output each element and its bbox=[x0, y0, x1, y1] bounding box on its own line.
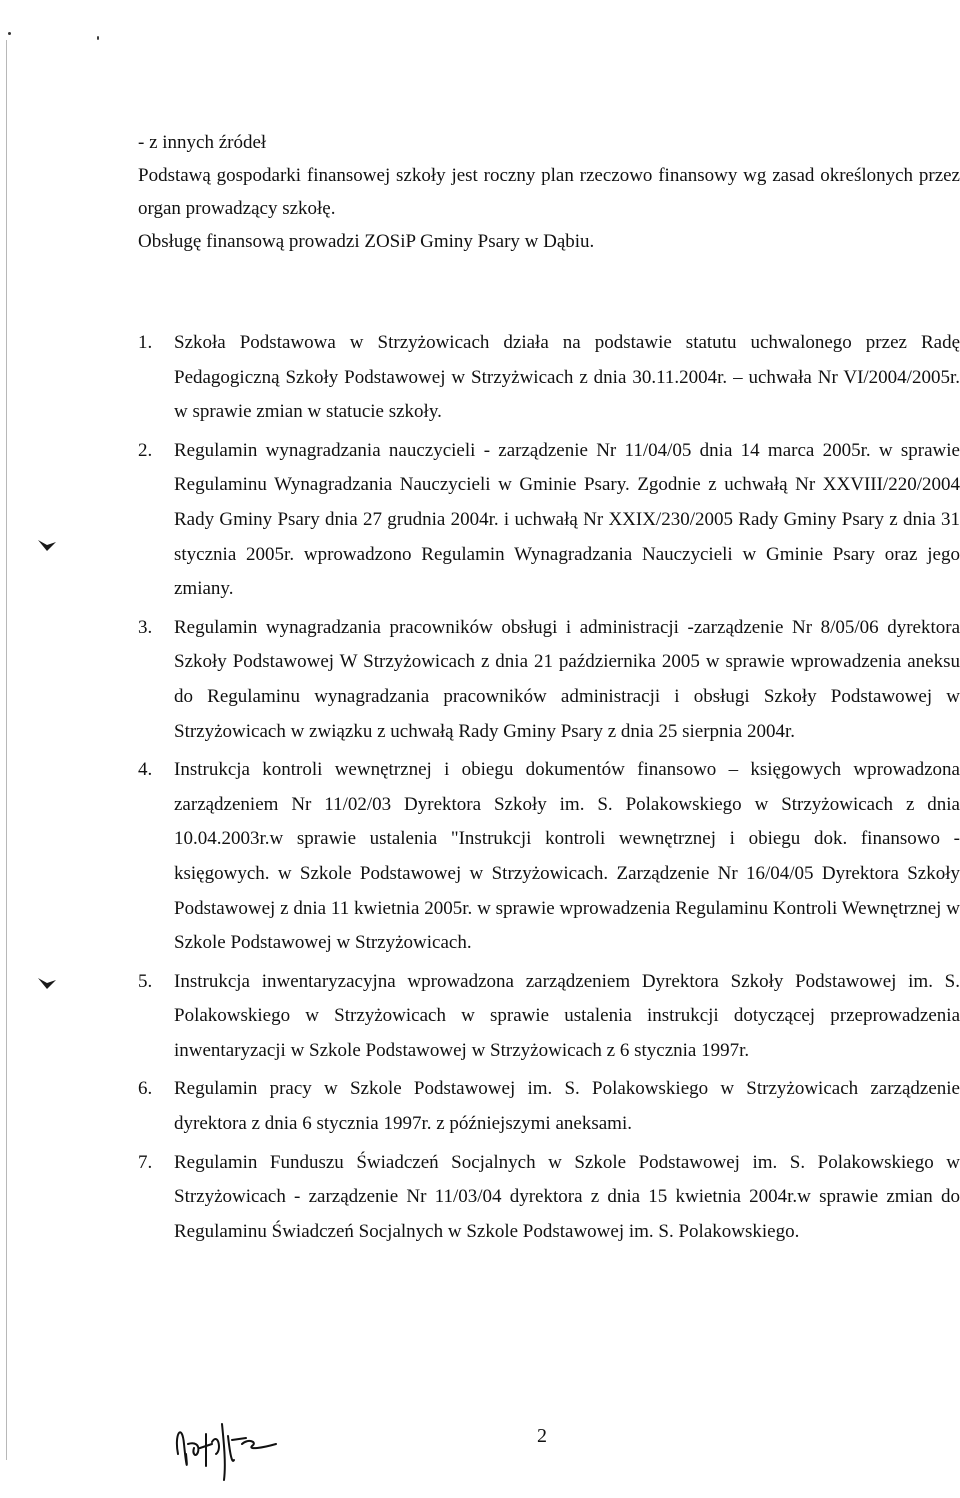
list-item bbox=[138, 1072, 960, 1141]
item-number: 5. bbox=[138, 970, 153, 992]
scan-edge-mark bbox=[6, 40, 7, 1460]
list-item bbox=[138, 965, 960, 1069]
item-text: Regulamin wynagradzania nauczycieli - zarządzenie Nr 11/04/05 dnia 14 marca 2005r. w sprawie Regulaminu Wynagradzania Nauczycieli w Gminie Psary. Zgodnie z uchwałą Nr XXVIII/220/2004 Rady Gminy Psary dnia 27 grudnia 2004r. i uchwałą Nr XXIX/230/2005 Rady Gminy Psary z dnia 31 stycznia 2005r. wprowadzono Regulamin Wynagradzania Nauczycieli w Gminie Psary oraz jego zmiany. bbox=[174, 439, 960, 600]
item-number: 4. bbox=[138, 759, 153, 781]
regulations-list bbox=[138, 326, 960, 1253]
list-item bbox=[138, 611, 960, 749]
item-number: 6. bbox=[138, 1078, 153, 1100]
list-item bbox=[138, 753, 960, 961]
item-text: Regulamin Funduszu Świadczeń Socjalnych w Szkole Podstawowej im. S. Polakowskiego w Strzyżowicach - zarządzenie Nr 11/03/04 dyrektora z dnia 15 kwietnia 2004r.w sprawie zmian do Regulaminu Świadczeń Socjalnych w Szkole Podstawowej im. S. Polakowskiego. bbox=[174, 1151, 960, 1242]
scan-dot bbox=[8, 32, 11, 35]
page-number: 2 bbox=[537, 1425, 547, 1447]
item-number: 7. bbox=[138, 1151, 153, 1173]
intro-heading: - z innych źródeł bbox=[138, 132, 267, 153]
list-item bbox=[138, 326, 960, 430]
item-number: 2. bbox=[138, 439, 153, 461]
item-text: Instrukcja inwentaryzacyjna wprowadzona zarządzeniem Dyrektora Szkoły Podstawowej im. S. Polakowskiego w Strzyżowicach w sprawie ustalenia instrukcji dotyczącej przeprowadzenia inwentaryzacji w Szkole Podstawowej w Strzyżowicach z 6 stycznia 1997r. bbox=[174, 970, 960, 1061]
item-number: 3. bbox=[138, 616, 153, 638]
binder-mark-icon bbox=[38, 540, 56, 552]
list-item bbox=[138, 434, 960, 607]
item-text: Regulamin pracy w Szkole Podstawowej im. S. Polakowskiego w Strzyżowicach zarządzenie dyrektora z dnia 6 stycznia 1997r. z późniejszymi aneksami. bbox=[174, 1078, 960, 1135]
binder-mark-icon bbox=[38, 978, 56, 990]
scan-dot bbox=[97, 36, 99, 40]
item-text: Regulamin wynagradzania pracowników obsługi i administracji -zarządzenie Nr 8/05/06 dyrektora Szkoły Podstawowej W Strzyżowicach z dnia 21 października 2005 w sprawie wprowadzenia aneksu do Regulaminu wynagradzania pracowników administracji i obsługi Szkoły Podstawowej w Strzyżowicach w związku z uchwałą Rady Gminy Psary z dnia 25 sierpnia 2004r. bbox=[174, 616, 960, 742]
intro-note: Obsługę finansową prowadzi ZOSiP Gminy Psary w Dąbiu. bbox=[138, 231, 595, 252]
signature-image bbox=[172, 1414, 292, 1484]
intro-paragraph: Podstawą gospodarki finansowej szkoły jest roczny plan rzeczowo finansowy wg zasad określonych przez organ prowadzący szkołę. bbox=[138, 165, 960, 219]
item-text: Szkoła Podstawowa w Strzyżowicach działa na podstawie statutu uchwalonego przez Radę Pedagogiczną Szkoły Podstawowej w Strzyżwicach z dnia 30.11.2004r. – uchwała Nr VI/2004/2005r. w sprawie zmian w statucie szkoły. bbox=[174, 332, 960, 423]
list-item bbox=[138, 1146, 960, 1250]
intro-section bbox=[138, 126, 960, 258]
item-text: Instrukcja kontroli wewnętrznej i obiegu dokumentów finansowo – księgowych wprowadzona zarządzeniem Nr 11/02/03 Dyrektora Szkoły im. S. Polakowskiego w Strzyżowicach z dnia 10.04.2003r.w sprawie ustalenia "Instrukcji kontroli wewnętrznej i obiegu dok. finansowo - księgowych. w Szkole Podstawowej w Strzyżowicach. Zarządzenie Nr 16/04/05 Dyrektora Szkoły Podstawowej z dnia 11 kwietnia 2005r. w sprawie wprowadzenia Regulaminu Kontroli Wewnętrznej w Szkole Podstawowej w Strzyżowicach. bbox=[174, 759, 960, 954]
item-number: 1. bbox=[138, 332, 153, 353]
